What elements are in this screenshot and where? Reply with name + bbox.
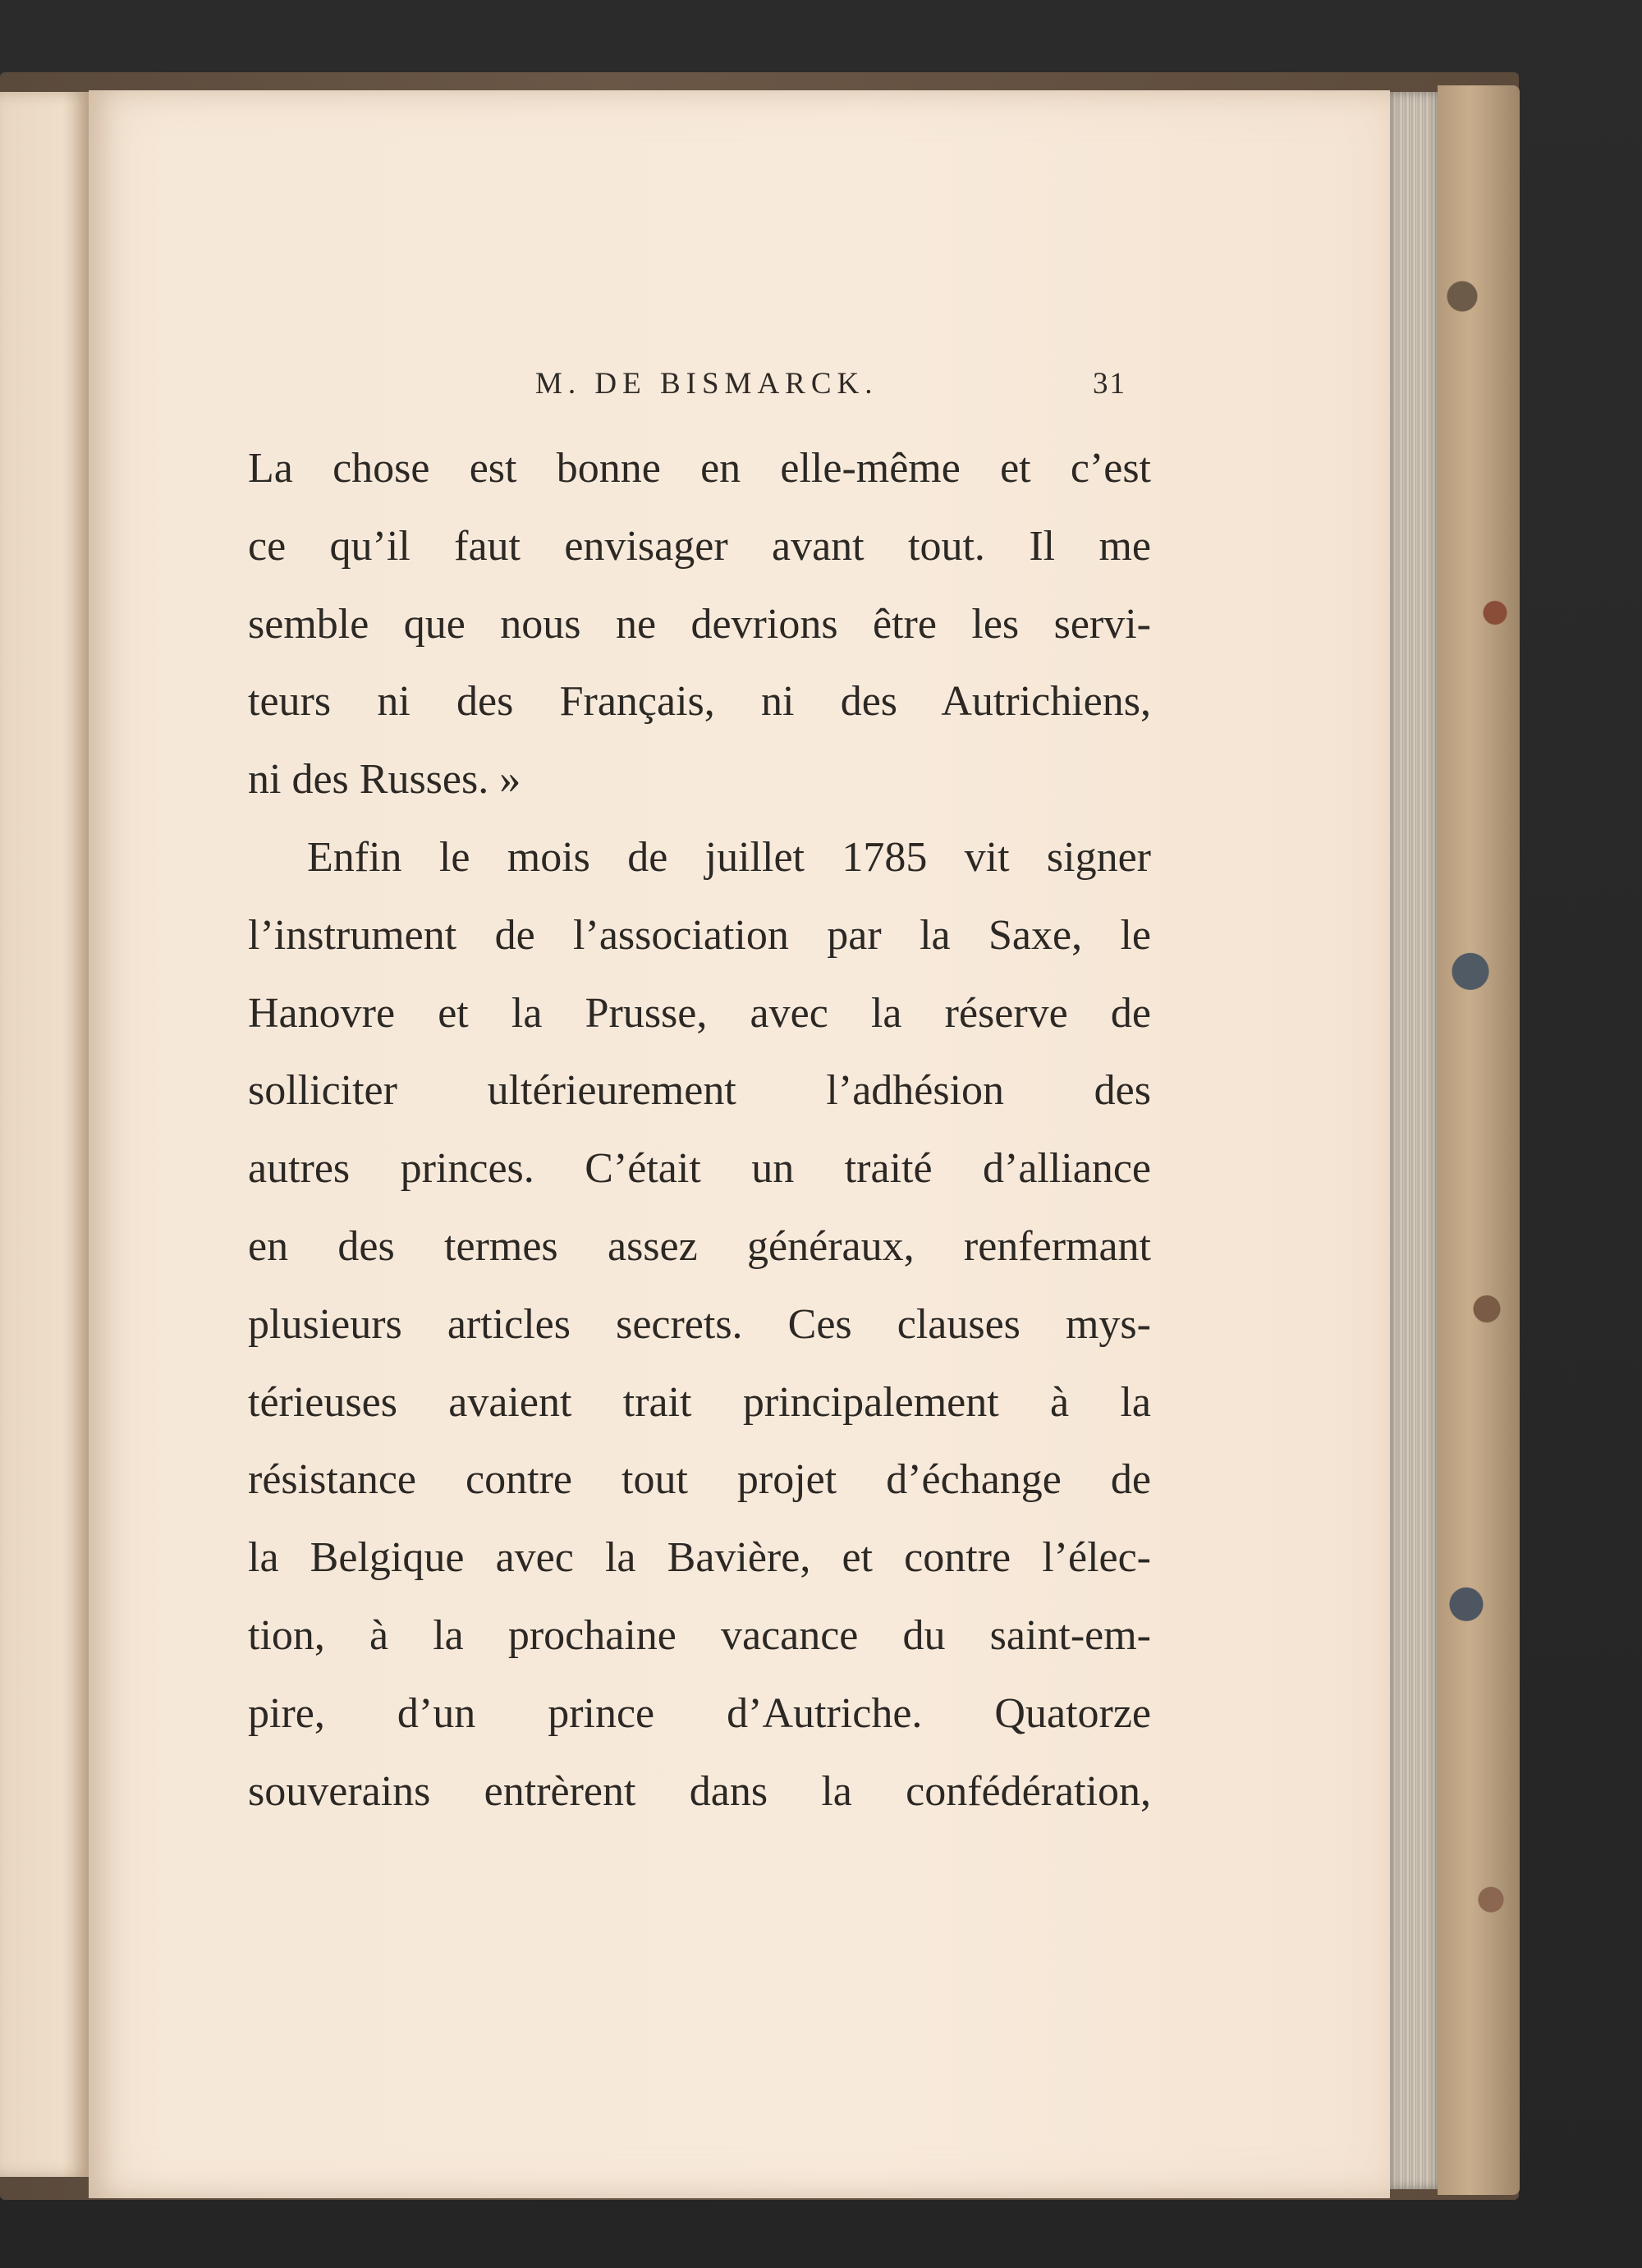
page-number: 31: [1093, 367, 1126, 401]
text-line: Hanovre et la Prusse, avec la réserve de: [248, 989, 1151, 1037]
page-header: [248, 366, 1126, 407]
text-line: plusieurs articles secrets. Ces clauses mys-: [248, 1300, 1151, 1348]
text-line: térieuses avaient trait principalement à la: [248, 1378, 1151, 1426]
left-page-edge: [0, 92, 89, 2177]
text-line: semble que nous ne devrions être les servi-: [248, 600, 1151, 648]
text-line: autres princes. C’était un traité d’alliance: [248, 1145, 1151, 1193]
text-line: pire, d’un prince d’Autriche. Quatorze: [248, 1689, 1151, 1737]
text-line: ni des Russes. »: [248, 756, 521, 804]
text-line: l’instrument de l’association par la Saxe, le: [248, 911, 1151, 959]
text-line: souverains entrèrent dans la confédération,: [248, 1767, 1151, 1815]
text-line: teurs ni des Français, ni des Autrichiens,: [248, 678, 1151, 726]
text-line: La chose est bonne en elle-même et c’est: [248, 445, 1151, 492]
page-edges: [1390, 92, 1438, 2189]
text-line: solliciter ultérieurement l’adhésion des: [248, 1067, 1151, 1115]
text-line: tion, à la prochaine vacance du saint-em-: [248, 1611, 1151, 1659]
text-line: Enfin le mois de juillet 1785 vit signer: [307, 833, 1151, 881]
text-line: ce qu’il faut envisager avant tout. Il me: [248, 522, 1151, 570]
running-head: M. DE BISMARCK.: [535, 367, 878, 401]
text-line: la Belgique avec la Bavière, et contre l’élec-: [248, 1534, 1151, 1582]
text-line: en des termes assez généraux, renfermant: [248, 1222, 1151, 1270]
text-line: résistance contre tout projet d’échange de: [248, 1456, 1151, 1504]
marbled-cover-edge: [1438, 85, 1520, 2195]
body-text: [248, 430, 1151, 1830]
